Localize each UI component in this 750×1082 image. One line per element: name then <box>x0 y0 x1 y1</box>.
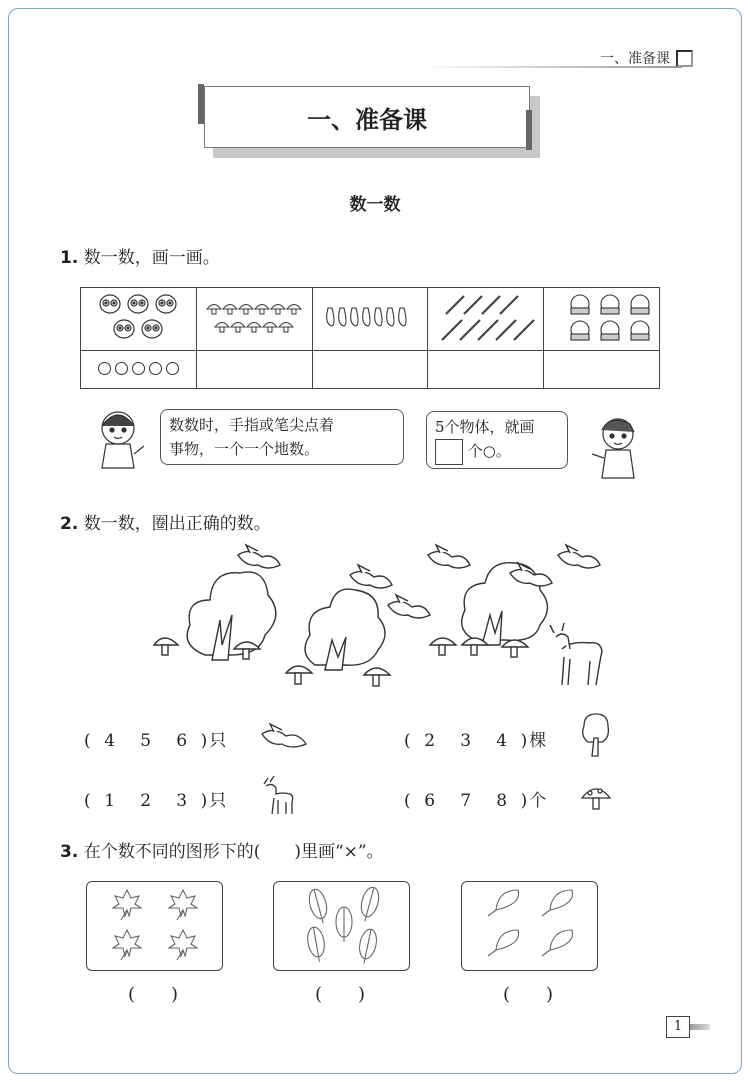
example-circles <box>81 350 197 388</box>
bird-icon <box>428 545 470 568</box>
circle-icon <box>149 362 162 375</box>
eggplant-group-icon <box>320 302 420 332</box>
page-title: 一、准备课 <box>204 86 530 148</box>
section-subtitle: 数一数 <box>349 195 401 215</box>
option-mushrooms: ( 6 7 8 )个 <box>404 791 549 811</box>
mushroom-icon <box>580 784 612 812</box>
answer-square[interactable] <box>435 439 463 465</box>
circle-icon <box>166 362 179 375</box>
count-draw-table <box>80 287 660 389</box>
bird-icon <box>350 565 392 588</box>
tip-bubble-girl <box>160 409 404 465</box>
oval-leaf-icon <box>274 882 409 970</box>
option-deer-num-2[interactable]: 2 <box>140 791 154 811</box>
deer-icon <box>262 776 296 816</box>
mushroom-icon <box>364 668 390 686</box>
option-mushrooms-num-2[interactable]: 7 <box>460 791 474 811</box>
mushroom-icon <box>430 638 456 655</box>
question-1-number: 1. <box>60 248 79 268</box>
jar-group-icon <box>552 292 652 342</box>
pencil-group-icon <box>436 292 536 342</box>
cell-eggplants <box>312 288 428 351</box>
option-trees-num-3[interactable]: 4 <box>496 731 510 751</box>
bird-icon <box>238 545 280 568</box>
answer-blank-oval[interactable]: ( ) <box>314 984 366 1005</box>
option-deer: ( 1 2 3 )只 <box>84 791 229 811</box>
mushroom-icon <box>154 638 178 655</box>
ginkgo-leaf-icon <box>462 882 597 970</box>
leaf-box-oval <box>273 881 410 971</box>
option-deer-num-3[interactable]: 3 <box>176 791 190 811</box>
girl-icon <box>92 408 148 470</box>
option-trees-num-2[interactable]: 3 <box>460 731 474 751</box>
option-deer-num-1[interactable]: 1 <box>104 791 118 811</box>
option-trees: ( 2 3 4 )棵 <box>404 731 549 751</box>
tree-icon <box>305 589 385 670</box>
tip-girl-line2: 事物，一个一个地数。 <box>169 440 320 458</box>
question-3-number: 3. <box>60 842 79 862</box>
circle-icon <box>132 362 145 375</box>
answer-cell-pencils[interactable] <box>428 350 544 388</box>
owls-icon <box>88 292 188 342</box>
option-birds-num-3[interactable]: 6 <box>176 731 190 751</box>
header-section: 一、准备课 <box>600 51 670 67</box>
page-number-bar <box>690 1024 710 1030</box>
circle-icon <box>98 362 111 375</box>
tip-boy-line2: 个○。 <box>467 442 511 460</box>
leaf-box-maple <box>86 881 223 971</box>
forest-scene <box>150 545 610 695</box>
answer-blank-maple[interactable]: ( ) <box>127 984 179 1005</box>
question-1-text: 数一数，画一画。 <box>83 248 220 268</box>
question-1 <box>60 243 220 268</box>
cell-pencils <box>428 288 544 351</box>
question-3 <box>60 837 384 862</box>
page-number: 1 <box>666 1016 690 1038</box>
tip-girl-line1: 数数时，手指或笔尖点着 <box>169 416 335 434</box>
answer-blank-ginkgo[interactable]: ( ) <box>502 984 554 1005</box>
mushroom-icon <box>286 666 312 684</box>
option-trees-num-1[interactable]: 2 <box>424 731 438 751</box>
option-mushrooms-unit: 个 <box>529 791 549 811</box>
tree-icon <box>580 712 610 758</box>
question-2-number: 2. <box>60 514 79 534</box>
cell-owls <box>81 288 197 351</box>
tree-icon <box>187 572 276 660</box>
cell-jars <box>544 288 660 351</box>
bird-icon <box>388 595 430 618</box>
option-mushrooms-num-1[interactable]: 6 <box>424 791 438 811</box>
tip-boy-line1: 5个物体，就画 <box>435 418 535 436</box>
cell-mushrooms <box>196 288 312 351</box>
title-tick-right <box>526 110 532 150</box>
answer-cell-eggplants[interactable] <box>312 350 428 388</box>
mushroom-icon <box>502 640 528 657</box>
boy-icon <box>590 414 646 480</box>
answer-cell-mushrooms[interactable] <box>196 350 312 388</box>
option-birds-num-2[interactable]: 5 <box>140 731 154 751</box>
bird-icon <box>558 545 600 568</box>
question-2-text: 数一数，圈出正确的数。 <box>83 514 271 534</box>
option-birds-num-1[interactable]: 4 <box>104 731 118 751</box>
circle-icon <box>115 362 128 375</box>
tip-bubble-boy <box>426 411 568 469</box>
maple-leaf-icon <box>87 882 222 970</box>
option-deer-unit: 只 <box>209 791 229 811</box>
bird-icon <box>260 722 312 752</box>
mushroom-group-icon <box>204 297 304 337</box>
option-mushrooms-num-3[interactable]: 8 <box>496 791 510 811</box>
option-birds: ( 4 5 6 )只 <box>84 731 229 751</box>
leaf-box-ginkgo <box>461 881 598 971</box>
question-3-text: 在个数不同的图形下的( )里画“×”。 <box>83 842 384 862</box>
header-box-icon <box>676 50 693 67</box>
deer-icon <box>550 623 602 685</box>
answer-cell-jars[interactable] <box>544 350 660 388</box>
option-trees-unit: 棵 <box>529 731 549 751</box>
option-birds-unit: 只 <box>209 731 229 751</box>
question-2 <box>60 509 271 534</box>
